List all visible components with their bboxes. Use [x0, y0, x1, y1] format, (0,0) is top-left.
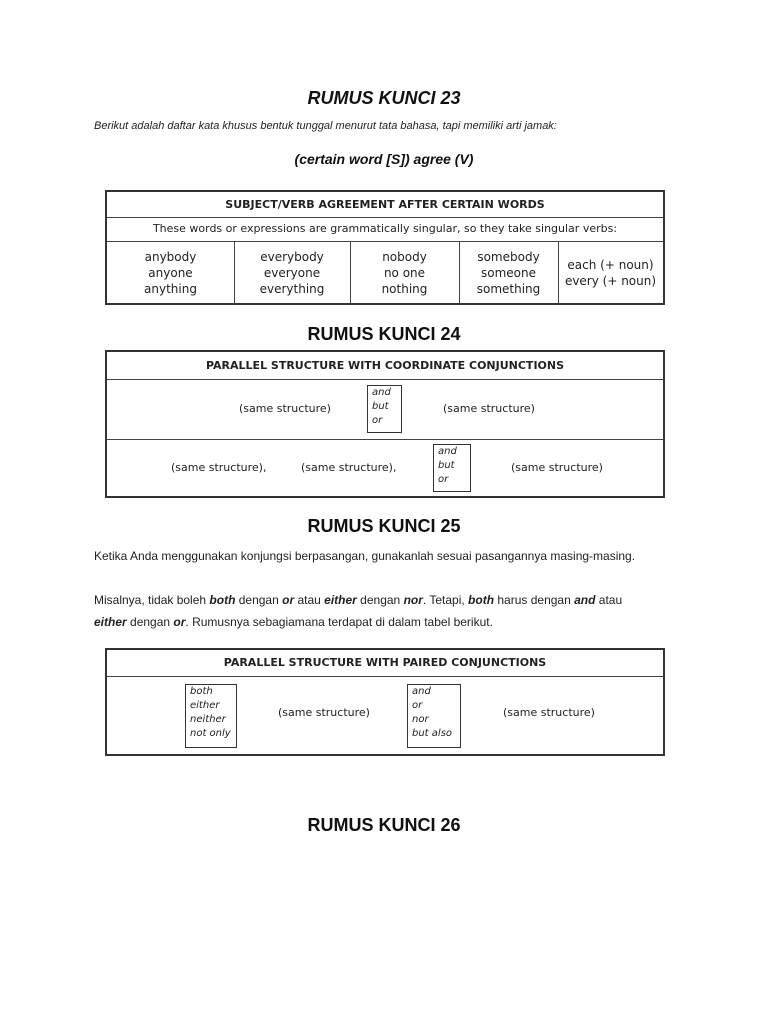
- list-item: each (+ noun): [567, 258, 654, 272]
- heading-rumus-kunci-23: RUMUS KUNCI 23: [307, 88, 461, 108]
- list-item: or: [438, 474, 449, 485]
- list-item: anything: [144, 282, 197, 296]
- list-item: but: [438, 460, 455, 471]
- list-item: and: [412, 686, 431, 697]
- list-item: something: [476, 282, 541, 296]
- list-item: everyone: [263, 266, 321, 280]
- list-item: neither: [190, 714, 226, 725]
- list-item: someone: [481, 266, 536, 280]
- list-item: nothing: [381, 282, 428, 296]
- same-structure-label: (same structure): [239, 402, 331, 415]
- list-item: every (+ noun): [564, 274, 657, 288]
- paired-conjunctions-table: [105, 648, 665, 756]
- left-paired-conjunction-box: [185, 684, 237, 748]
- list-item: no one: [383, 266, 426, 280]
- word-column-2: [234, 249, 350, 297]
- same-structure-label: (same structure): [443, 402, 535, 415]
- list-item: but: [372, 401, 389, 412]
- list-item: either: [190, 700, 220, 711]
- heading-rumus-kunci-26: RUMUS KUNCI 26: [307, 815, 461, 835]
- word-column-5: [558, 257, 663, 289]
- subject-verb-agreement-table: [105, 190, 665, 305]
- list-item: everything: [259, 282, 325, 296]
- conjunction-box: [433, 444, 471, 492]
- coordinate-conjunctions-table: [105, 350, 665, 498]
- table-title: PARALLEL STRUCTURE WITH COORDINATE CONJUNCTIONS: [107, 352, 663, 380]
- heading-rumus-kunci-24: RUMUS KUNCI 24: [307, 324, 461, 344]
- word-column-4: [459, 249, 558, 297]
- table-subtitle: These words or expressions are grammatically singular, so they take singular verbs:: [107, 217, 663, 242]
- word-column-3: [350, 249, 459, 297]
- conjunction-box: [367, 385, 402, 433]
- heading-rumus-kunci-25: RUMUS KUNCI 25: [307, 516, 461, 536]
- list-item: and: [438, 446, 457, 457]
- list-item: and: [372, 387, 391, 398]
- list-item: but also: [412, 728, 453, 739]
- list-item: or: [372, 415, 383, 426]
- list-item: both: [190, 686, 213, 697]
- same-structure-label: (same structure): [511, 461, 603, 474]
- list-item: nobody: [382, 250, 427, 264]
- list-item: somebody: [477, 250, 540, 264]
- right-paired-conjunction-box: [407, 684, 461, 748]
- list-item: nor: [412, 714, 429, 725]
- list-item: anyone: [148, 266, 193, 280]
- table-title: PARALLEL STRUCTURE WITH PAIRED CONJUNCTIONS: [107, 650, 663, 677]
- same-structure-label: (same structure),: [171, 461, 267, 474]
- same-structure-label: (same structure): [503, 706, 595, 719]
- list-item: not only: [190, 728, 231, 739]
- list-item: everybody: [260, 250, 324, 264]
- list-item: anybody: [144, 250, 197, 264]
- table-title: SUBJECT/VERB AGREEMENT AFTER CERTAIN WORDS: [107, 192, 663, 218]
- intro-text: Berikut adalah daftar kata khusus bentuk tunggal menurut tata bahasa, tapi memiliki arti jamak:: [94, 120, 557, 132]
- same-structure-label: (same structure),: [301, 461, 397, 474]
- same-structure-label: (same structure): [278, 706, 370, 719]
- word-column-1: [107, 249, 234, 297]
- list-item: or: [412, 700, 423, 711]
- paragraph-2: Misalnya, tidak boleh both dengan or atau either dengan nor. Tetapi, both harus dengan and atau either dengan or. Rumusnya sebagiamana terdapat di dalam tabel berikut.: [94, 593, 623, 629]
- formula-text: (certain word [S]) agree (V): [294, 151, 474, 167]
- paragraph-1: Ketika Anda menggunakan konjungsi berpasangan, gunakanlah sesuai pasangannya masing-masing.: [94, 549, 636, 563]
